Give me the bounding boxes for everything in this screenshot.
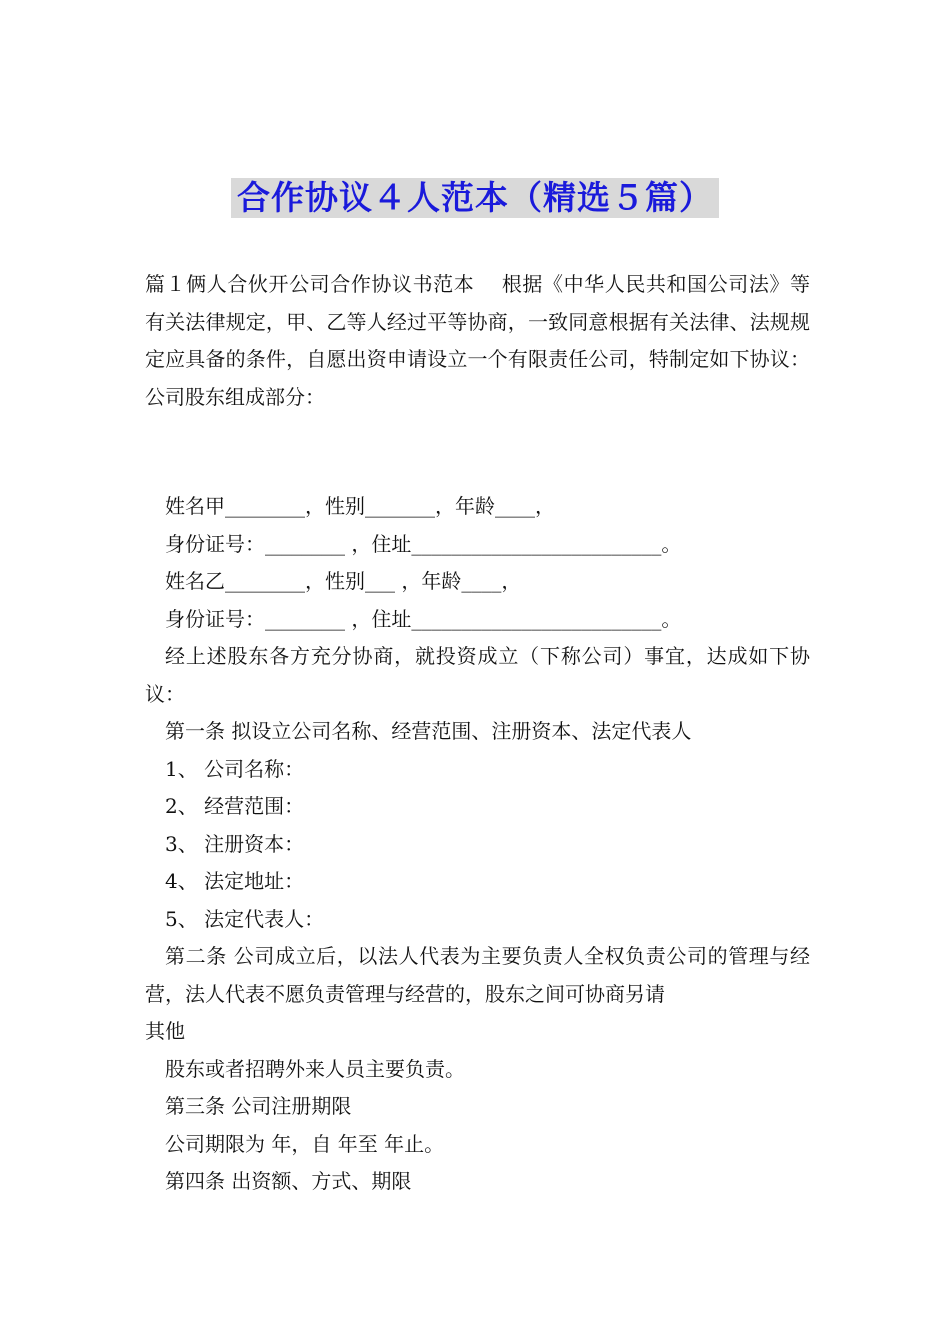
party-b-id-line: 身份证号：________ ，住址_________________________。 bbox=[165, 606, 682, 631]
title-container bbox=[0, 178, 950, 218]
article-2-continuation: 其他 bbox=[145, 1019, 185, 1043]
article-1-item-1: 1、 公司名称： bbox=[165, 756, 305, 781]
party-a-name-line: 姓名甲________，性别_______，年龄____， bbox=[165, 494, 555, 518]
article-3-heading: 第三条 公司注册期限 bbox=[165, 1094, 352, 1118]
article-1-item-5: 5、 法定代表人： bbox=[165, 906, 325, 931]
article-1-item-2: 2、 经营范围： bbox=[165, 794, 305, 818]
party-a-id-line: 身份证号：________ ，住址_________________________。 bbox=[165, 531, 682, 556]
document-body bbox=[145, 488, 810, 1201]
document-title: 合作协议４人范本（精选５篇） bbox=[231, 178, 719, 218]
article-1-item-3: 3、 注册资本： bbox=[165, 831, 305, 856]
article-2-paragraph: 第二条 公司成立后，以法人代表为主要负责人全权负责公司的管理与经营，法人代表不愿负责管理与经营的，股东之间可协商另请 bbox=[145, 944, 810, 1006]
intro-paragraph: 篇１俩人合伙开公司合作协议书范本 根据《中华人民共和国公司法》等有关法律规定，甲、乙等人经过平等协商，一致同意根据有关法律、法规规定应具备的条件，自愿出资申请设立一个有限责任公司，特制定如下协议： 公司股东组成部分： bbox=[145, 272, 810, 409]
party-b-name-line: 姓名乙________，性别___ ，年龄____， bbox=[165, 569, 522, 593]
agreement-preamble: 经上述股东各方充分协商，就投资成立（下称公司）事宜，达成如下协议： bbox=[145, 644, 810, 706]
article-1-item-4: 4、 法定地址： bbox=[165, 869, 305, 893]
article-4-heading: 第四条 出资额、方式、期限 bbox=[165, 1169, 412, 1193]
article-2-ending: 股东或者招聘外来人员主要负责。 bbox=[165, 1056, 465, 1081]
article-1-heading: 第一条 拟设立公司名称、经营范围、注册资本、法定代表人 bbox=[165, 719, 692, 743]
article-3-term: 公司期限为 年，自 年至 年止。 bbox=[165, 1131, 445, 1156]
